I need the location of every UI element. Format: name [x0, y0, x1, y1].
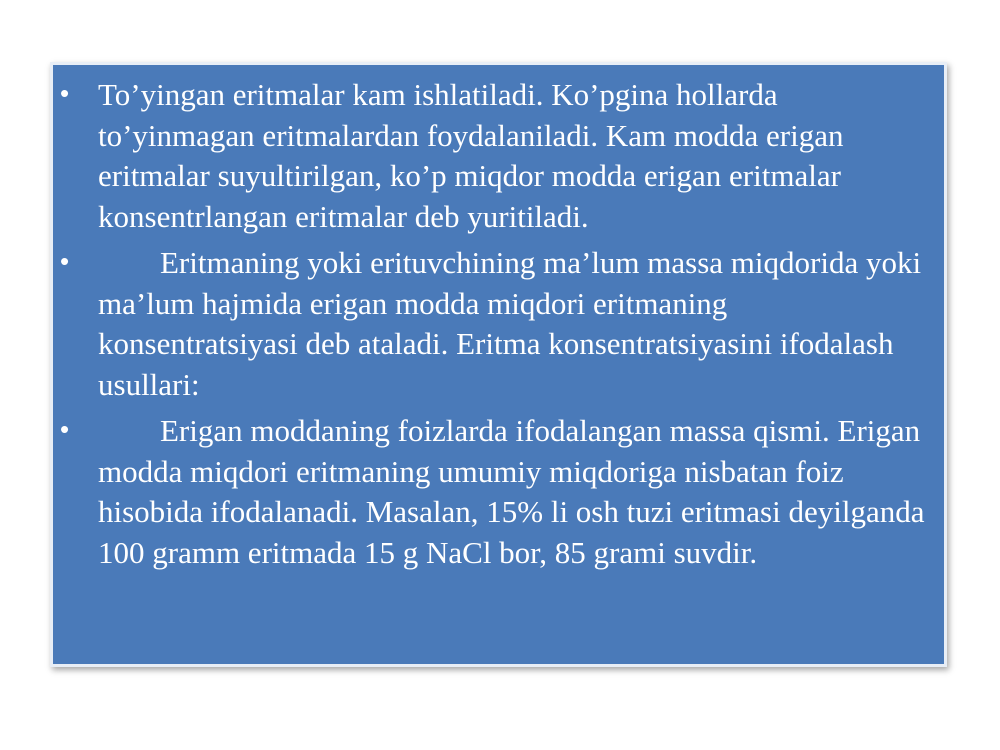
bullet-text-3: Erigan moddaning foizlarda ifodalangan massa qismi. Erigan modda miqdori eritmaning umumiy miqdoriga nisbatan foiz hisobida ifodalanadi. Masalan, 15% li osh tuzi eritmasi deyilganda 100 gramm eritmada 15 g NaCl bor, 85 grami suvdir. — [98, 413, 925, 570]
bullet-text-2: Eritmaning yoki erituvchining ma’lum massa miqdorida yoki ma’lum hajmida erigan modda miqdori eritmaning konsentratsiyasi deb ataladi. Eritma konsentratsiyasini ifodalash usullari: — [98, 245, 922, 402]
bullet-list — [53, 75, 944, 573]
bullet-item-2 — [53, 243, 944, 405]
bullet-item-1 — [53, 75, 944, 237]
bullet-marker-icon: • — [60, 78, 70, 108]
content-box — [50, 62, 947, 667]
bullet-text-1: To’yingan eritmalar kam ishlatiladi. Ko’pgina hollarda to’yinmagan eritmalardan foydalaniladi. Kam modda erigan eritmalar suyultirilgan, ko’p miqdor modda erigan eritmalar konsentrlangan eritmalar deb yuritiladi. — [98, 77, 844, 234]
bullet-item-3 — [53, 411, 944, 573]
bullet-marker-icon: • — [60, 414, 70, 444]
bullet-marker-icon: • — [60, 246, 70, 276]
